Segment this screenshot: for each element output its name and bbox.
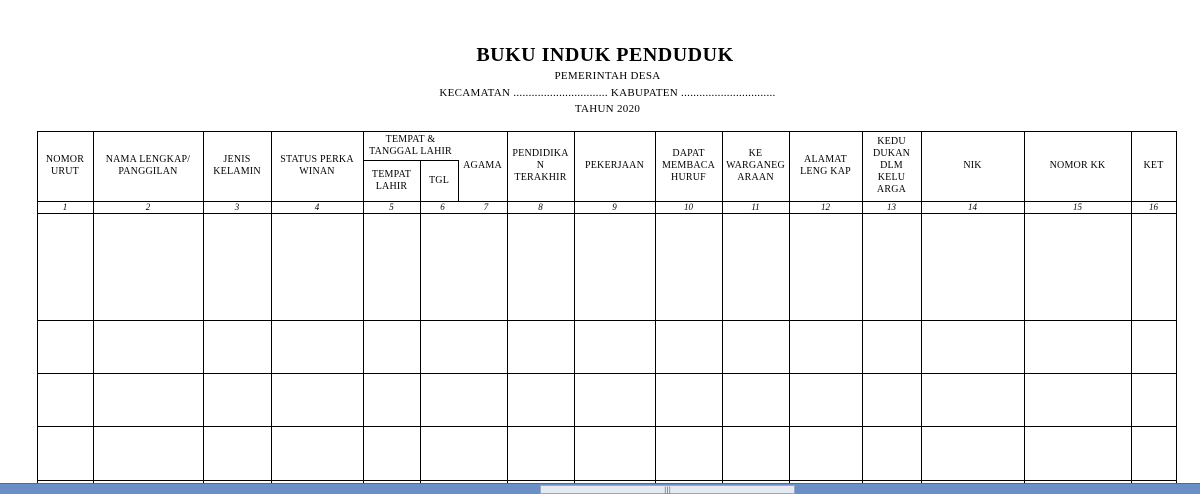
column-number: 1 (62, 202, 68, 212)
header-alamat: ALAMAT LENG KAP (800, 154, 851, 177)
header-pekerjaan: PEKERJAAN (584, 160, 645, 171)
column-number: 7 (483, 202, 489, 212)
column-number: 4 (314, 202, 320, 212)
header-ket: KET (1143, 160, 1164, 171)
document-subtitle-desa: PEMERINTAH DESA (554, 70, 661, 82)
document-title: BUKU INDUK PENDUDUK (476, 44, 734, 66)
header-kedudukan: KEDU DUKAN DLM KELU ARGA (872, 136, 911, 195)
column-number: 3 (234, 202, 240, 212)
header-tgl: TGL (428, 175, 450, 186)
column-number: 10 (684, 202, 693, 212)
column-number: 12 (821, 202, 830, 212)
header-nik: NIK (963, 160, 982, 171)
header-dapat-membaca: DAPAT MEMBACA HURUF (661, 148, 716, 183)
table-number-row-bottom (37, 213, 1176, 214)
table-row-separator (37, 480, 1176, 481)
header-nama-lengkap: NAMA LENGKAP/ PANGGILAN (105, 154, 191, 177)
column-number: 2 (145, 202, 151, 212)
column-number: 13 (887, 202, 896, 212)
header-nomor-kk: NOMOR KK (1049, 160, 1106, 171)
table-row-separator (37, 426, 1176, 427)
column-number: 5 (389, 202, 394, 212)
header-nomor-urut: NOMOR URUT (45, 154, 85, 177)
horizontal-scrollbar-thumb[interactable] (540, 485, 795, 494)
header-pendidikan: PENDIDIKA N TERAKHIR (512, 148, 569, 183)
column-number: 8 (538, 202, 543, 212)
column-number: 6 (440, 202, 445, 212)
column-number: 9 (612, 202, 617, 212)
header-status-perkawinan: STATUS PERKA WINAN (280, 154, 354, 177)
column-number: 16 (1149, 202, 1158, 212)
header-kewarganegaraan: KE WARGANEG ARAAN (726, 148, 785, 183)
header-tempat-tanggal-lahir: TEMPAT & TANGGAL LAHIR (369, 133, 452, 157)
scroll-grip-icon: ||| (663, 485, 672, 494)
document-subtitle-tahun: TAHUN 2020 (574, 103, 641, 115)
column-number: 15 (1073, 202, 1082, 212)
header-jenis-kelamin: JENIS KELAMIN (213, 154, 261, 177)
table-right-border (1176, 131, 1177, 483)
table-row-separator (37, 320, 1176, 321)
table-row-separator (37, 373, 1176, 374)
header-tempat-lahir: TEMPAT LAHIR (371, 169, 412, 192)
document-subtitle-kecamatan: KECAMATAN ............................... KABUPATEN ............................... (439, 87, 776, 99)
header-agama: AGAMA (463, 160, 502, 171)
column-number: 11 (751, 202, 760, 212)
column-number: 14 (968, 202, 977, 212)
